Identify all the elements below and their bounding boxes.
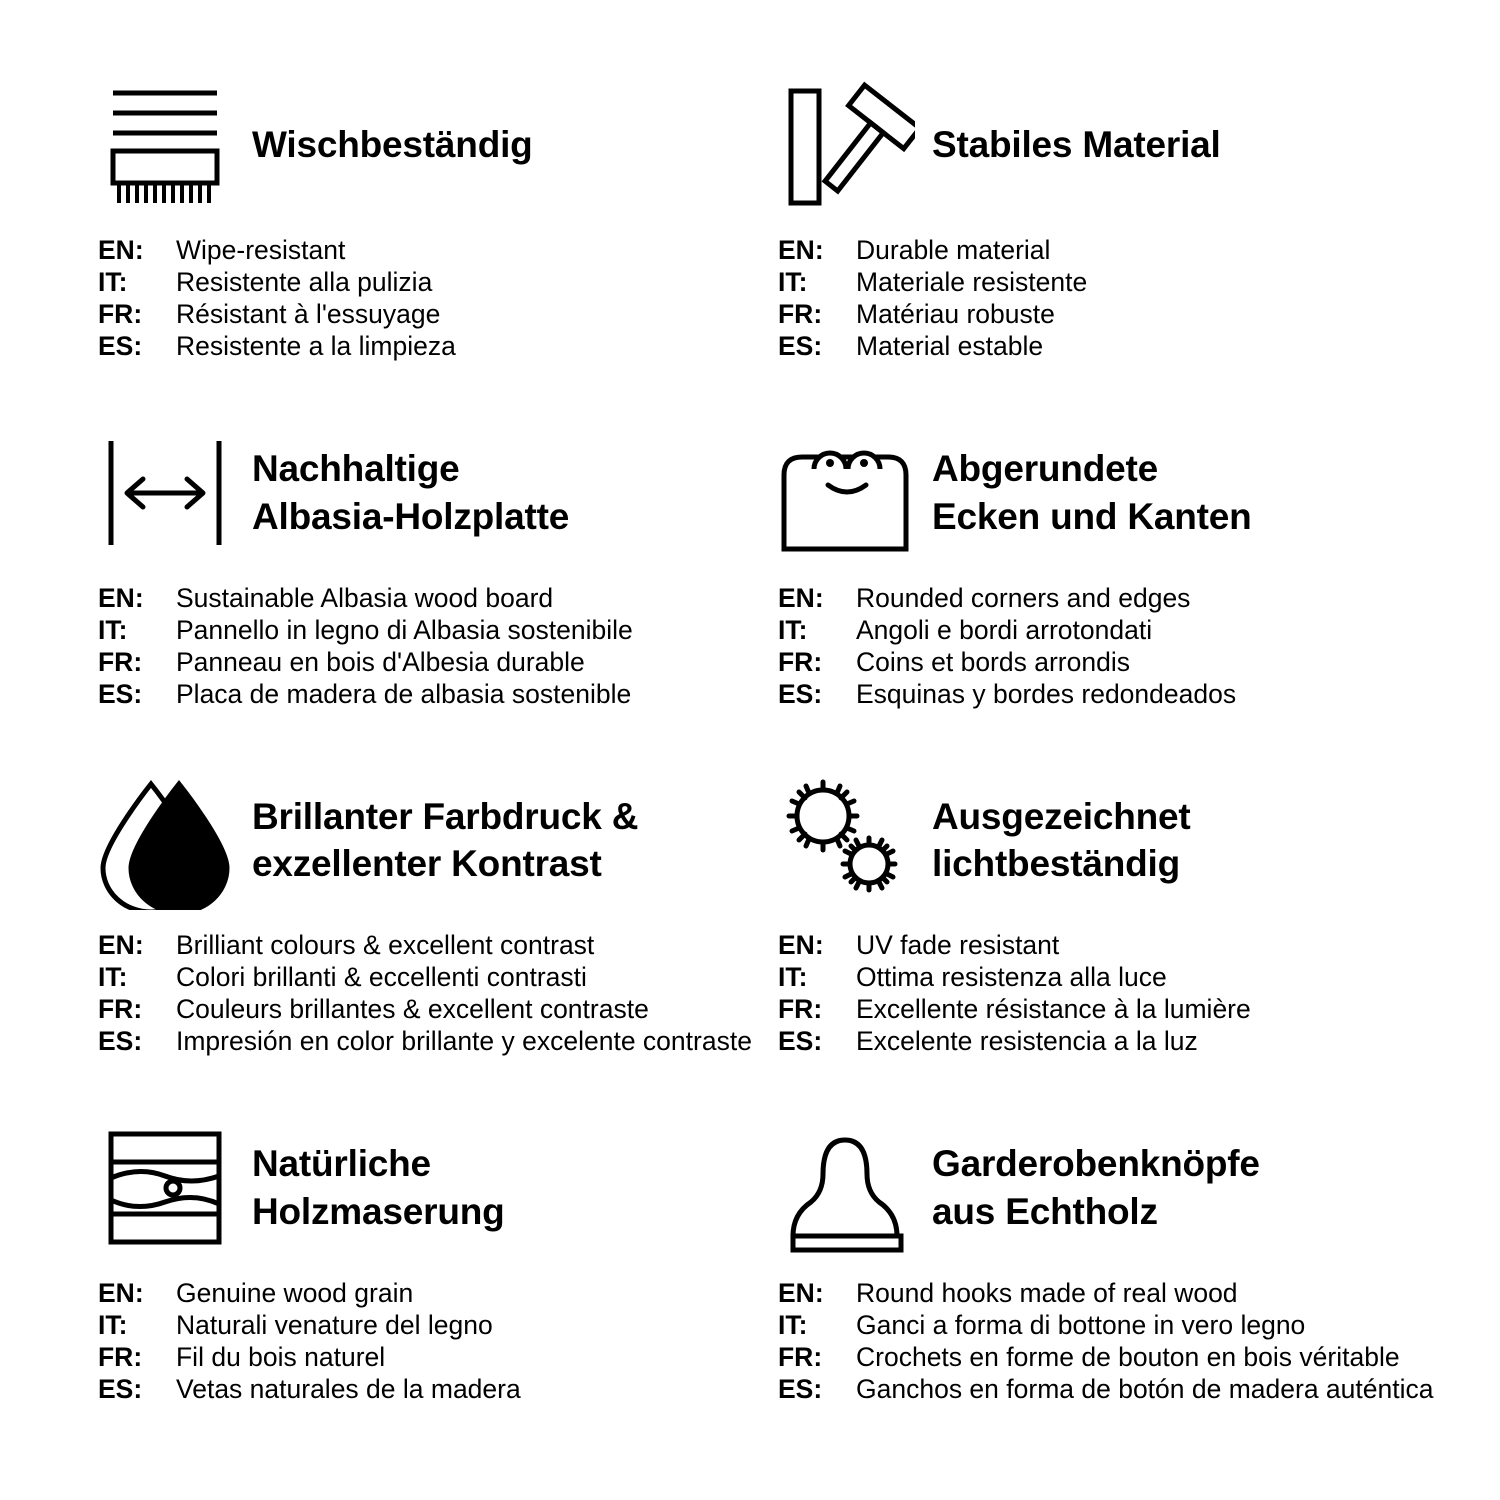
lang-text: Ganci a forma di bottone in vero legno xyxy=(856,1309,1306,1340)
lang-code: IT: xyxy=(98,1309,128,1340)
translation-row xyxy=(98,929,770,961)
translation-row xyxy=(778,1309,1450,1341)
lang-code: FR: xyxy=(98,646,143,677)
feature-title-line: Abgerundete xyxy=(932,448,1158,490)
lang-text: Wipe-resistant xyxy=(176,235,346,265)
feature-title: Wischbeständig xyxy=(252,124,533,166)
translation-list xyxy=(90,582,770,710)
lang-text: Resistente alla pulizia xyxy=(176,267,433,298)
feature-header xyxy=(770,70,1450,220)
translation-row xyxy=(778,1277,1450,1309)
feature-title-line: Natürliche xyxy=(252,1143,431,1185)
feature-title: Stabiles Material xyxy=(932,124,1221,166)
lang-text: Impresión en color brillante y excelente contraste xyxy=(176,1026,752,1057)
lang-code: ES: xyxy=(778,678,823,709)
wood-grain-icon xyxy=(90,1115,240,1260)
feature-header xyxy=(770,1113,1450,1263)
feature-sustainable-board xyxy=(90,418,770,766)
lang-code: EN: xyxy=(778,1277,824,1308)
translation-row xyxy=(98,961,770,993)
brush-wipe-icon xyxy=(90,70,240,220)
translation-row xyxy=(98,330,770,362)
wooden-knob-hook-icon xyxy=(770,1115,920,1260)
lang-text: Pannello in legno di Albasia sostenibile xyxy=(176,614,633,645)
feature-title-line: Holzmaserung xyxy=(252,1190,505,1232)
feature-uv-fade-resistant xyxy=(770,765,1450,1113)
translation-row xyxy=(98,646,770,678)
lang-text: Matériau robuste xyxy=(856,299,1055,330)
feature-header xyxy=(770,418,1450,568)
lang-code: FR: xyxy=(98,994,143,1025)
translation-row xyxy=(778,298,1450,330)
lang-code: ES: xyxy=(98,1026,143,1057)
translation-row xyxy=(778,582,1450,614)
lang-code: EN: xyxy=(778,930,824,960)
translation-row xyxy=(778,929,1450,961)
lang-text: Genuine wood grain xyxy=(176,1277,414,1308)
feature-title-line: exzellenter Kontrast xyxy=(252,843,602,884)
translation-row xyxy=(98,1025,770,1057)
lang-code: ES: xyxy=(98,331,143,362)
translation-row xyxy=(98,582,770,614)
lang-text: Rounded corners and edges xyxy=(856,582,1191,613)
translation-row xyxy=(98,614,770,646)
translation-list xyxy=(90,234,770,362)
lang-text: Colori brillanti & eccellenti contrasti xyxy=(176,962,587,993)
lang-code: ES: xyxy=(98,1373,143,1404)
feature-title xyxy=(240,445,569,540)
translation-row xyxy=(98,678,770,710)
lang-text: Durable material xyxy=(856,235,1051,265)
lang-code: IT: xyxy=(778,962,808,993)
translation-row xyxy=(778,678,1450,710)
translation-row xyxy=(778,1341,1450,1373)
feature-header xyxy=(90,70,770,220)
feature-title-line: Albasia-Holzplatte xyxy=(252,495,570,537)
lang-text: Material estable xyxy=(856,331,1044,362)
lang-text: Excelente resistencia a la luz xyxy=(856,1026,1198,1057)
feature-title xyxy=(920,1140,1260,1235)
hammer-board-icon xyxy=(770,70,920,220)
lang-text: Ottima resistenza alla luce xyxy=(856,962,1167,993)
translation-row xyxy=(778,646,1450,678)
translation-row xyxy=(778,1025,1450,1057)
feature-title xyxy=(920,445,1252,540)
lang-code: EN: xyxy=(98,930,144,960)
translation-row xyxy=(98,1309,770,1341)
translation-row xyxy=(98,298,770,330)
translation-row xyxy=(778,993,1450,1025)
translation-row xyxy=(778,330,1450,362)
translation-row xyxy=(98,234,770,266)
feature-title-line: Brillanter Farbdruck & xyxy=(252,795,639,837)
translation-list xyxy=(770,234,1450,362)
translation-row xyxy=(98,993,770,1025)
lang-text: Resistente a la limpieza xyxy=(176,331,456,362)
feature-durable-material xyxy=(770,70,1450,418)
lang-text: Excellente résistance à la lumière xyxy=(856,994,1251,1025)
lang-code: EN: xyxy=(98,235,144,265)
lang-code: EN: xyxy=(778,235,824,265)
translation-list xyxy=(90,929,770,1057)
feature-title-line: Nachhaltige xyxy=(252,448,460,490)
feature-wood-grain xyxy=(90,1113,770,1461)
lang-code: EN: xyxy=(98,582,144,613)
lang-code: IT: xyxy=(778,267,808,298)
lang-text: Crochets en forme de bouton en bois véritable xyxy=(856,1341,1400,1372)
lang-text: Coins et bords arrondis xyxy=(856,646,1130,677)
translation-row xyxy=(98,1277,770,1309)
lang-text: Brilliant colours & excellent contrast xyxy=(176,930,595,960)
feature-header xyxy=(770,765,1450,915)
translation-row xyxy=(98,266,770,298)
feature-rounded-corners xyxy=(770,418,1450,766)
lang-text: Naturali venature del legno xyxy=(176,1309,493,1340)
translation-row xyxy=(778,961,1450,993)
lang-text: Sustainable Albasia wood board xyxy=(176,582,554,613)
lang-code: FR: xyxy=(778,299,823,330)
feature-header xyxy=(90,765,770,915)
lang-code: FR: xyxy=(778,1341,823,1372)
lang-code: EN: xyxy=(778,582,824,613)
lang-code: IT: xyxy=(98,267,128,298)
lang-text: Round hooks made of real wood xyxy=(856,1277,1238,1308)
feature-title-line: lichtbeständig xyxy=(932,843,1180,884)
lang-code: ES: xyxy=(778,1373,823,1404)
feature-brilliant-colours xyxy=(90,765,770,1113)
lang-text: Esquinas y bordes redondeados xyxy=(856,678,1237,709)
lang-code: ES: xyxy=(778,331,823,362)
feature-title xyxy=(240,793,638,888)
lang-code: IT: xyxy=(98,614,128,645)
translation-list xyxy=(770,582,1450,710)
lang-code: FR: xyxy=(778,646,823,677)
lang-code: IT: xyxy=(778,614,808,645)
feature-title-line: Ausgezeichnet xyxy=(932,795,1191,837)
feature-title-line: Ecken und Kanten xyxy=(932,495,1252,537)
lang-text: Ganchos en forma de botón de madera auténtica xyxy=(856,1373,1434,1404)
lang-code: FR: xyxy=(98,299,143,330)
lang-text: Materiale resistente xyxy=(856,267,1088,298)
translation-list xyxy=(770,929,1450,1057)
rounded-corners-frog-icon xyxy=(770,420,920,565)
lang-text: Couleurs brillantes & excellent contraste xyxy=(176,994,649,1025)
translation-list xyxy=(770,1277,1450,1405)
lang-text: Angoli e bordi arrotondati xyxy=(856,614,1153,645)
lang-text: Fil du bois naturel xyxy=(176,1341,386,1372)
lang-text: Panneau en bois d'Albesia durable xyxy=(176,646,585,677)
translation-row xyxy=(778,266,1450,298)
feature-title-line: aus Echtholz xyxy=(932,1190,1158,1232)
lang-code: FR: xyxy=(778,994,823,1025)
lang-code: IT: xyxy=(778,1309,808,1340)
translation-row xyxy=(98,1341,770,1373)
feature-wipe-resistant xyxy=(90,70,770,418)
sun-uv-icon xyxy=(770,768,920,913)
lang-code: ES: xyxy=(98,678,143,709)
lang-text: Vetas naturales de la madera xyxy=(176,1373,521,1404)
translation-row xyxy=(778,1373,1450,1405)
feature-header xyxy=(90,418,770,568)
translation-list xyxy=(90,1277,770,1405)
feature-title xyxy=(240,1140,505,1235)
lang-text: Placa de madera de albasia sostenible xyxy=(176,678,632,709)
feature-header xyxy=(90,1113,770,1263)
lang-text: UV fade resistant xyxy=(856,930,1060,960)
lang-code: FR: xyxy=(98,1341,143,1372)
lang-code: ES: xyxy=(778,1026,823,1057)
translation-row xyxy=(98,1373,770,1405)
translation-row xyxy=(778,234,1450,266)
feature-title xyxy=(920,793,1191,888)
lang-text: Résistant à l'essuyage xyxy=(176,299,441,330)
width-arrow-icon xyxy=(90,420,240,565)
lang-code: EN: xyxy=(98,1277,144,1308)
feature-title-line: Garderobenknöpfe xyxy=(932,1143,1260,1185)
translation-row xyxy=(778,614,1450,646)
lang-code: IT: xyxy=(98,962,128,993)
feature-wooden-hooks xyxy=(770,1113,1450,1461)
ink-drops-icon xyxy=(90,768,240,913)
